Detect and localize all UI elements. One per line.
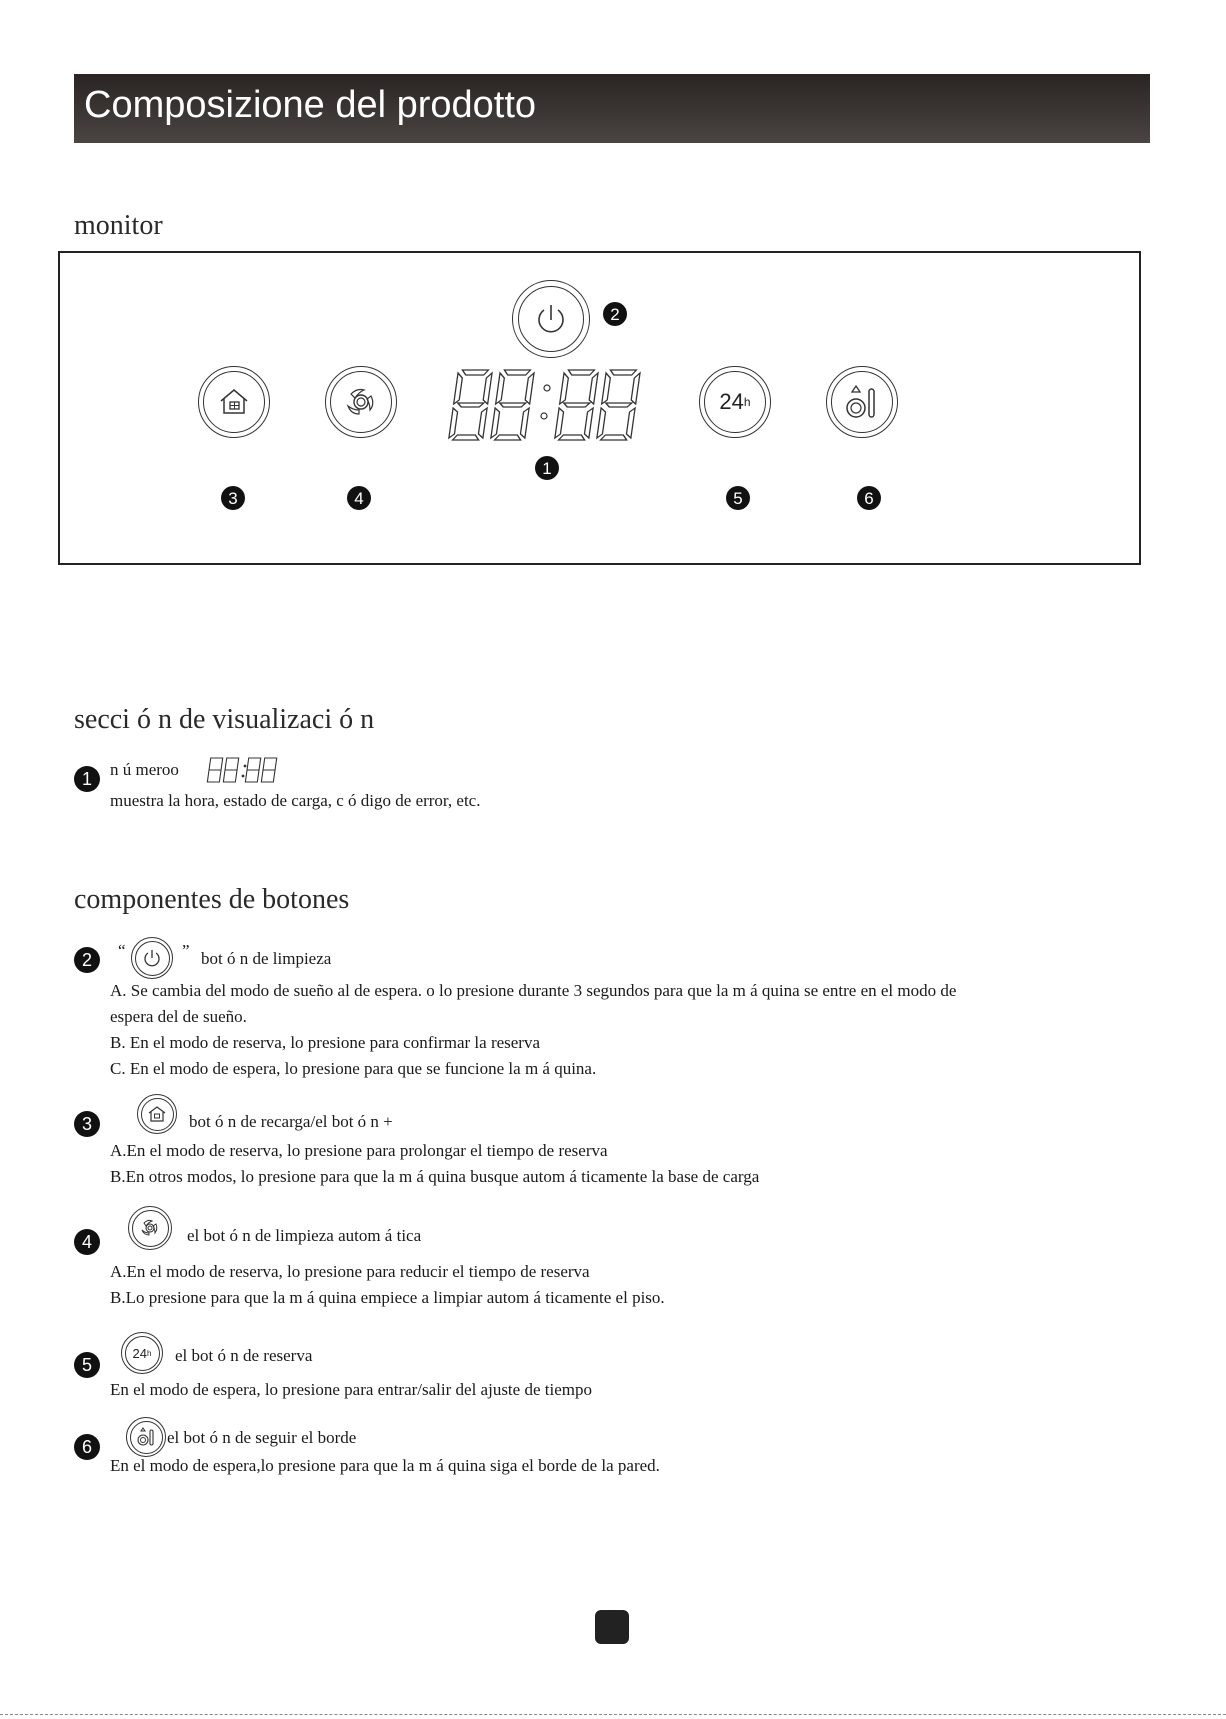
open-quote: “	[118, 941, 126, 960]
home-charge-button[interactable]	[198, 366, 270, 438]
button-item-2-line-a2: espera del de sueño.	[110, 1007, 247, 1026]
timer-24h-button-mini	[121, 1332, 163, 1374]
power-button[interactable]	[512, 280, 590, 358]
edge-follow-icon	[842, 380, 882, 424]
button-item-2-line-a: A. Se cambia del modo de sueño al de espera. o lo presione durante 3 segundos para que la m á quina se entre en el modo de	[110, 981, 957, 1000]
button-item-number-6: 6	[74, 1434, 100, 1460]
callout-4: 4	[347, 486, 371, 510]
auto-clean-button[interactable]	[325, 366, 397, 438]
display-item-description: muestra la hora, estado de carga, c ó digo de error, etc.	[110, 791, 481, 810]
callout-6: 6	[857, 486, 881, 510]
button-item-label-2: bot ó n de limpieza	[201, 949, 332, 968]
power-icon	[141, 947, 163, 969]
timer-label: 24	[719, 389, 744, 414]
page-title: Composizione del prodotto	[84, 84, 537, 126]
segment-display-icon	[205, 756, 285, 786]
button-item-number-2: 2	[74, 947, 100, 973]
button-item-2-line-c: C. En el modo de espera, lo presione para que se funcione la m á quina.	[110, 1059, 597, 1078]
callout-5: 5	[726, 486, 750, 510]
callout-1: 1	[535, 456, 559, 480]
auto-clean-icon	[137, 1215, 163, 1241]
home-button-mini	[137, 1094, 177, 1134]
button-item-label-6: el bot ó n de seguir el borde	[167, 1428, 357, 1447]
display-item-number: 1	[74, 766, 100, 792]
auto-clean-button-mini	[128, 1206, 172, 1250]
button-item-6-line-a: En el modo de espera,lo presione para que la m á quina siga el borde de la pared.	[110, 1456, 660, 1475]
button-item-3-line-b: B.En otros modos, lo presione para que la m á quina busque autom á ticamente la base de carga	[110, 1167, 760, 1186]
edge-follow-button-mini	[126, 1417, 166, 1457]
callout-3: 3	[221, 486, 245, 510]
page-edge-divider	[0, 1714, 1226, 1715]
mini-timer-sup: h	[147, 1348, 152, 1358]
callout-2: 2	[603, 302, 627, 326]
button-item-label-4: el bot ó n de limpieza autom á tica	[187, 1226, 422, 1245]
button-item-4-line-b: B.Lo presione para que la m á quina empiece a limpiar autom á ticamente el piso.	[110, 1288, 665, 1307]
title-bar	[74, 74, 1150, 143]
button-item-number-3: 3	[74, 1111, 100, 1137]
timer-24h-icon	[704, 371, 766, 433]
button-item-4-line-a: A.En el modo de reserva, lo presione para reducir el tiempo de reserva	[110, 1262, 590, 1281]
power-button-mini	[131, 937, 173, 979]
button-item-number-5: 5	[74, 1352, 100, 1378]
button-item-2-line-b: B. En el modo de reserva, lo presione para confirmar la reserva	[110, 1033, 541, 1052]
power-icon	[531, 299, 571, 339]
timer-24h-button[interactable]	[699, 366, 771, 438]
auto-clean-icon	[339, 380, 383, 424]
home-charge-icon	[214, 382, 254, 422]
button-item-number-4: 4	[74, 1229, 100, 1255]
edge-follow-button[interactable]	[826, 366, 898, 438]
page-marker	[595, 1610, 629, 1644]
button-item-3-line-a: A.En el modo de reserva, lo presione para prolongar el tiempo de reserva	[110, 1141, 608, 1160]
home-charge-icon	[146, 1103, 168, 1125]
timer-sup: h	[743, 395, 751, 409]
edge-follow-icon	[135, 1425, 157, 1449]
close-quote: ”	[182, 941, 190, 960]
seven-segment-display	[445, 366, 655, 442]
monitor-heading: monitor	[74, 210, 163, 241]
display-section-heading: secci ó n de visualizaci ó n	[74, 704, 375, 735]
mini-timer-label: 24	[132, 1345, 147, 1361]
display-item-label: n ú meroo	[110, 760, 179, 779]
buttons-section-heading: componentes de botones	[74, 884, 350, 915]
button-item-label-5: el bot ó n de reserva	[175, 1346, 313, 1365]
button-item-label-3: bot ó n de recarga/el bot ó n +	[189, 1112, 393, 1131]
timer-24h-icon	[125, 1336, 160, 1371]
button-item-5-line-a: En el modo de espera, lo presione para entrar/salir del ajuste de tiempo	[110, 1380, 592, 1399]
